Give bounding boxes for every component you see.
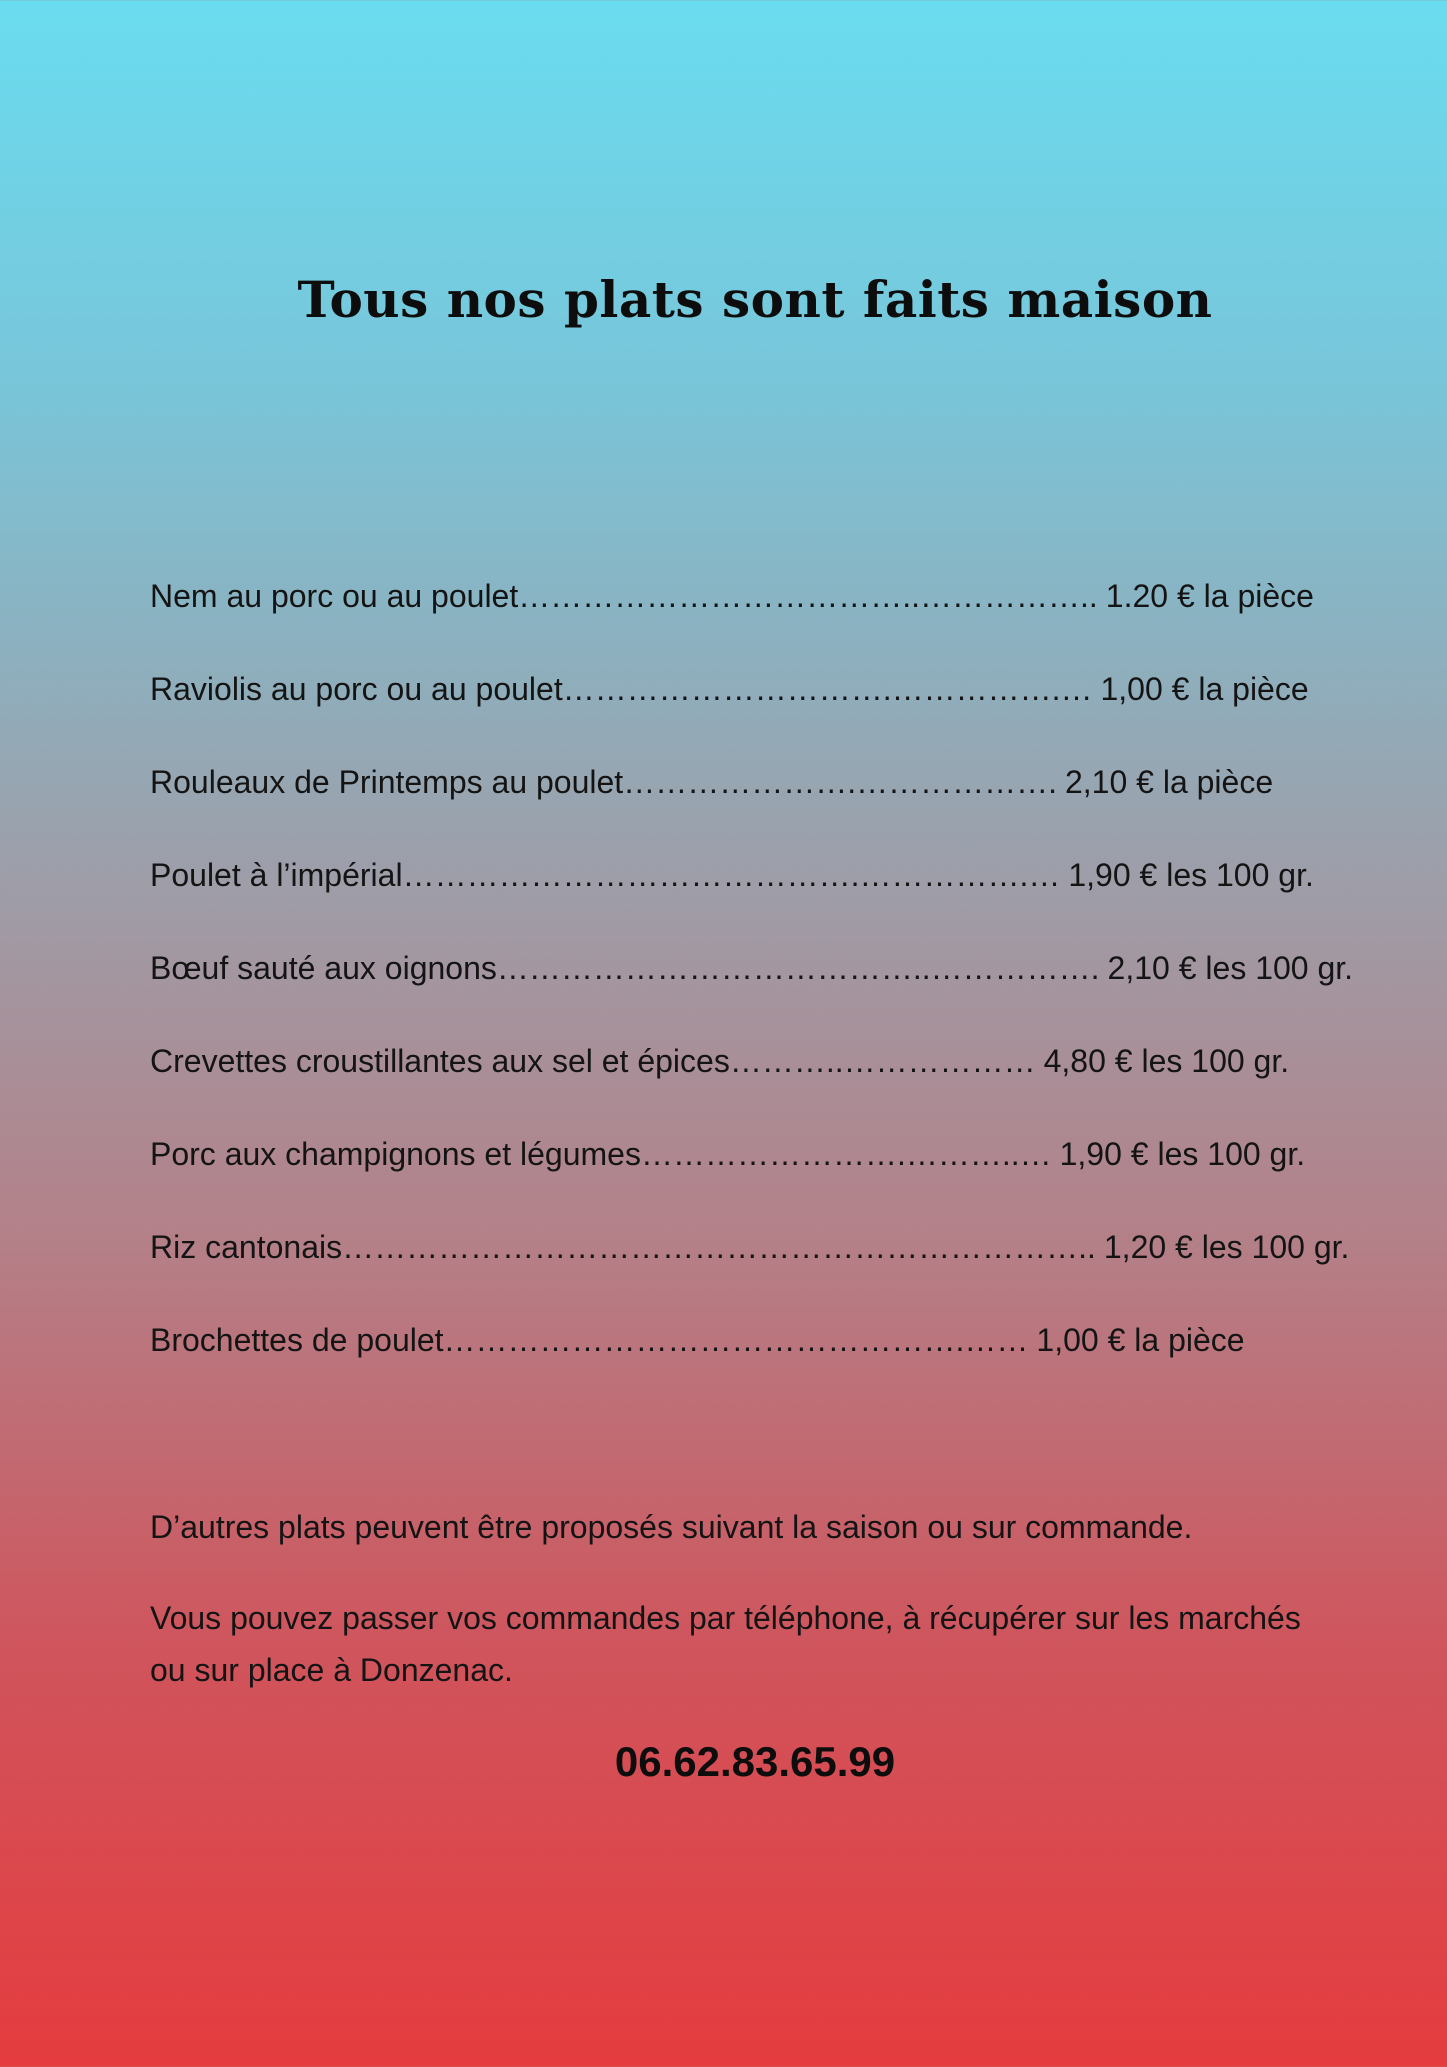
- dish-name: Raviolis au porc ou au poulet: [150, 671, 563, 707]
- dish-price: 4,80 € les 100 gr.: [1043, 1043, 1290, 1079]
- dish-name: Porc aux champignons et légumes: [150, 1136, 641, 1172]
- dot-leader: ………………………………..……………..: [518, 578, 1098, 614]
- dish-price: 2,10 € les 100 gr.: [1107, 950, 1354, 986]
- dish-name: Riz cantonais: [150, 1229, 343, 1265]
- dish-name: Bœuf sauté aux oignons: [150, 950, 497, 986]
- ordering-note: Vous pouvez passer vos commandes par téléphone, à récupérer sur les marchés ou sur place à Donzenac.: [150, 1600, 1301, 1688]
- dot-leader: ……………………………………………………………..: [342, 1229, 1096, 1265]
- dish-name: Crevettes croustillantes aux sel et épices: [150, 1043, 730, 1079]
- menu-item: [150, 568, 1350, 661]
- phone-number: 06.62.83.65.99: [614, 1738, 896, 1785]
- dish-price: 1,90 € les 100 gr.: [1059, 1136, 1306, 1172]
- dish-name: Brochettes de poulet: [150, 1322, 444, 1358]
- dish-price: 1,20 € les 100 gr.: [1103, 1229, 1350, 1265]
- dish-name: Rouleaux de Printemps au poulet: [150, 764, 624, 800]
- menu-item: [150, 847, 1350, 940]
- dot-leader: …………………………………..…………….: [496, 950, 1100, 986]
- dot-leader: …………………….………..…: [640, 1136, 1052, 1172]
- dot-leader: ………………….……………….: [623, 764, 1057, 800]
- dot-leader: ………..………………: [729, 1043, 1036, 1079]
- dot-leader: …………………………………….…………….…: [402, 857, 1061, 893]
- dish-name: Nem au porc ou au poulet: [150, 578, 519, 614]
- dish-price: 1,90 € les 100 gr.: [1068, 857, 1314, 893]
- dot-leader: ………………………………………….……: [443, 1322, 1029, 1358]
- dish-name: Poulet à l’impérial: [150, 857, 403, 893]
- menu-item: [150, 1312, 1350, 1405]
- dish-price: 1.20 € la pièce: [1105, 578, 1314, 614]
- menu-item: [150, 1219, 1350, 1312]
- menu-item: [150, 940, 1354, 1033]
- dish-price: 2,10 € la pièce: [1064, 764, 1274, 800]
- dot-leader: ………………………….…………….…: [562, 671, 1093, 707]
- seasonal-note: D’autres plats peuvent être proposés suivant la saison ou sur commande.: [150, 1509, 1193, 1545]
- menu-item: [150, 754, 1350, 847]
- dish-price: 1,00 € la pièce: [1100, 671, 1309, 707]
- menu-list: [150, 568, 1354, 1405]
- menu-item: [150, 661, 1350, 754]
- dish-price: 1,00 € la pièce: [1036, 1322, 1245, 1358]
- menu-item: [150, 1126, 1350, 1219]
- page-title: Tous nos plats sont faits maison: [297, 270, 1213, 329]
- menu-item: [150, 1033, 1350, 1126]
